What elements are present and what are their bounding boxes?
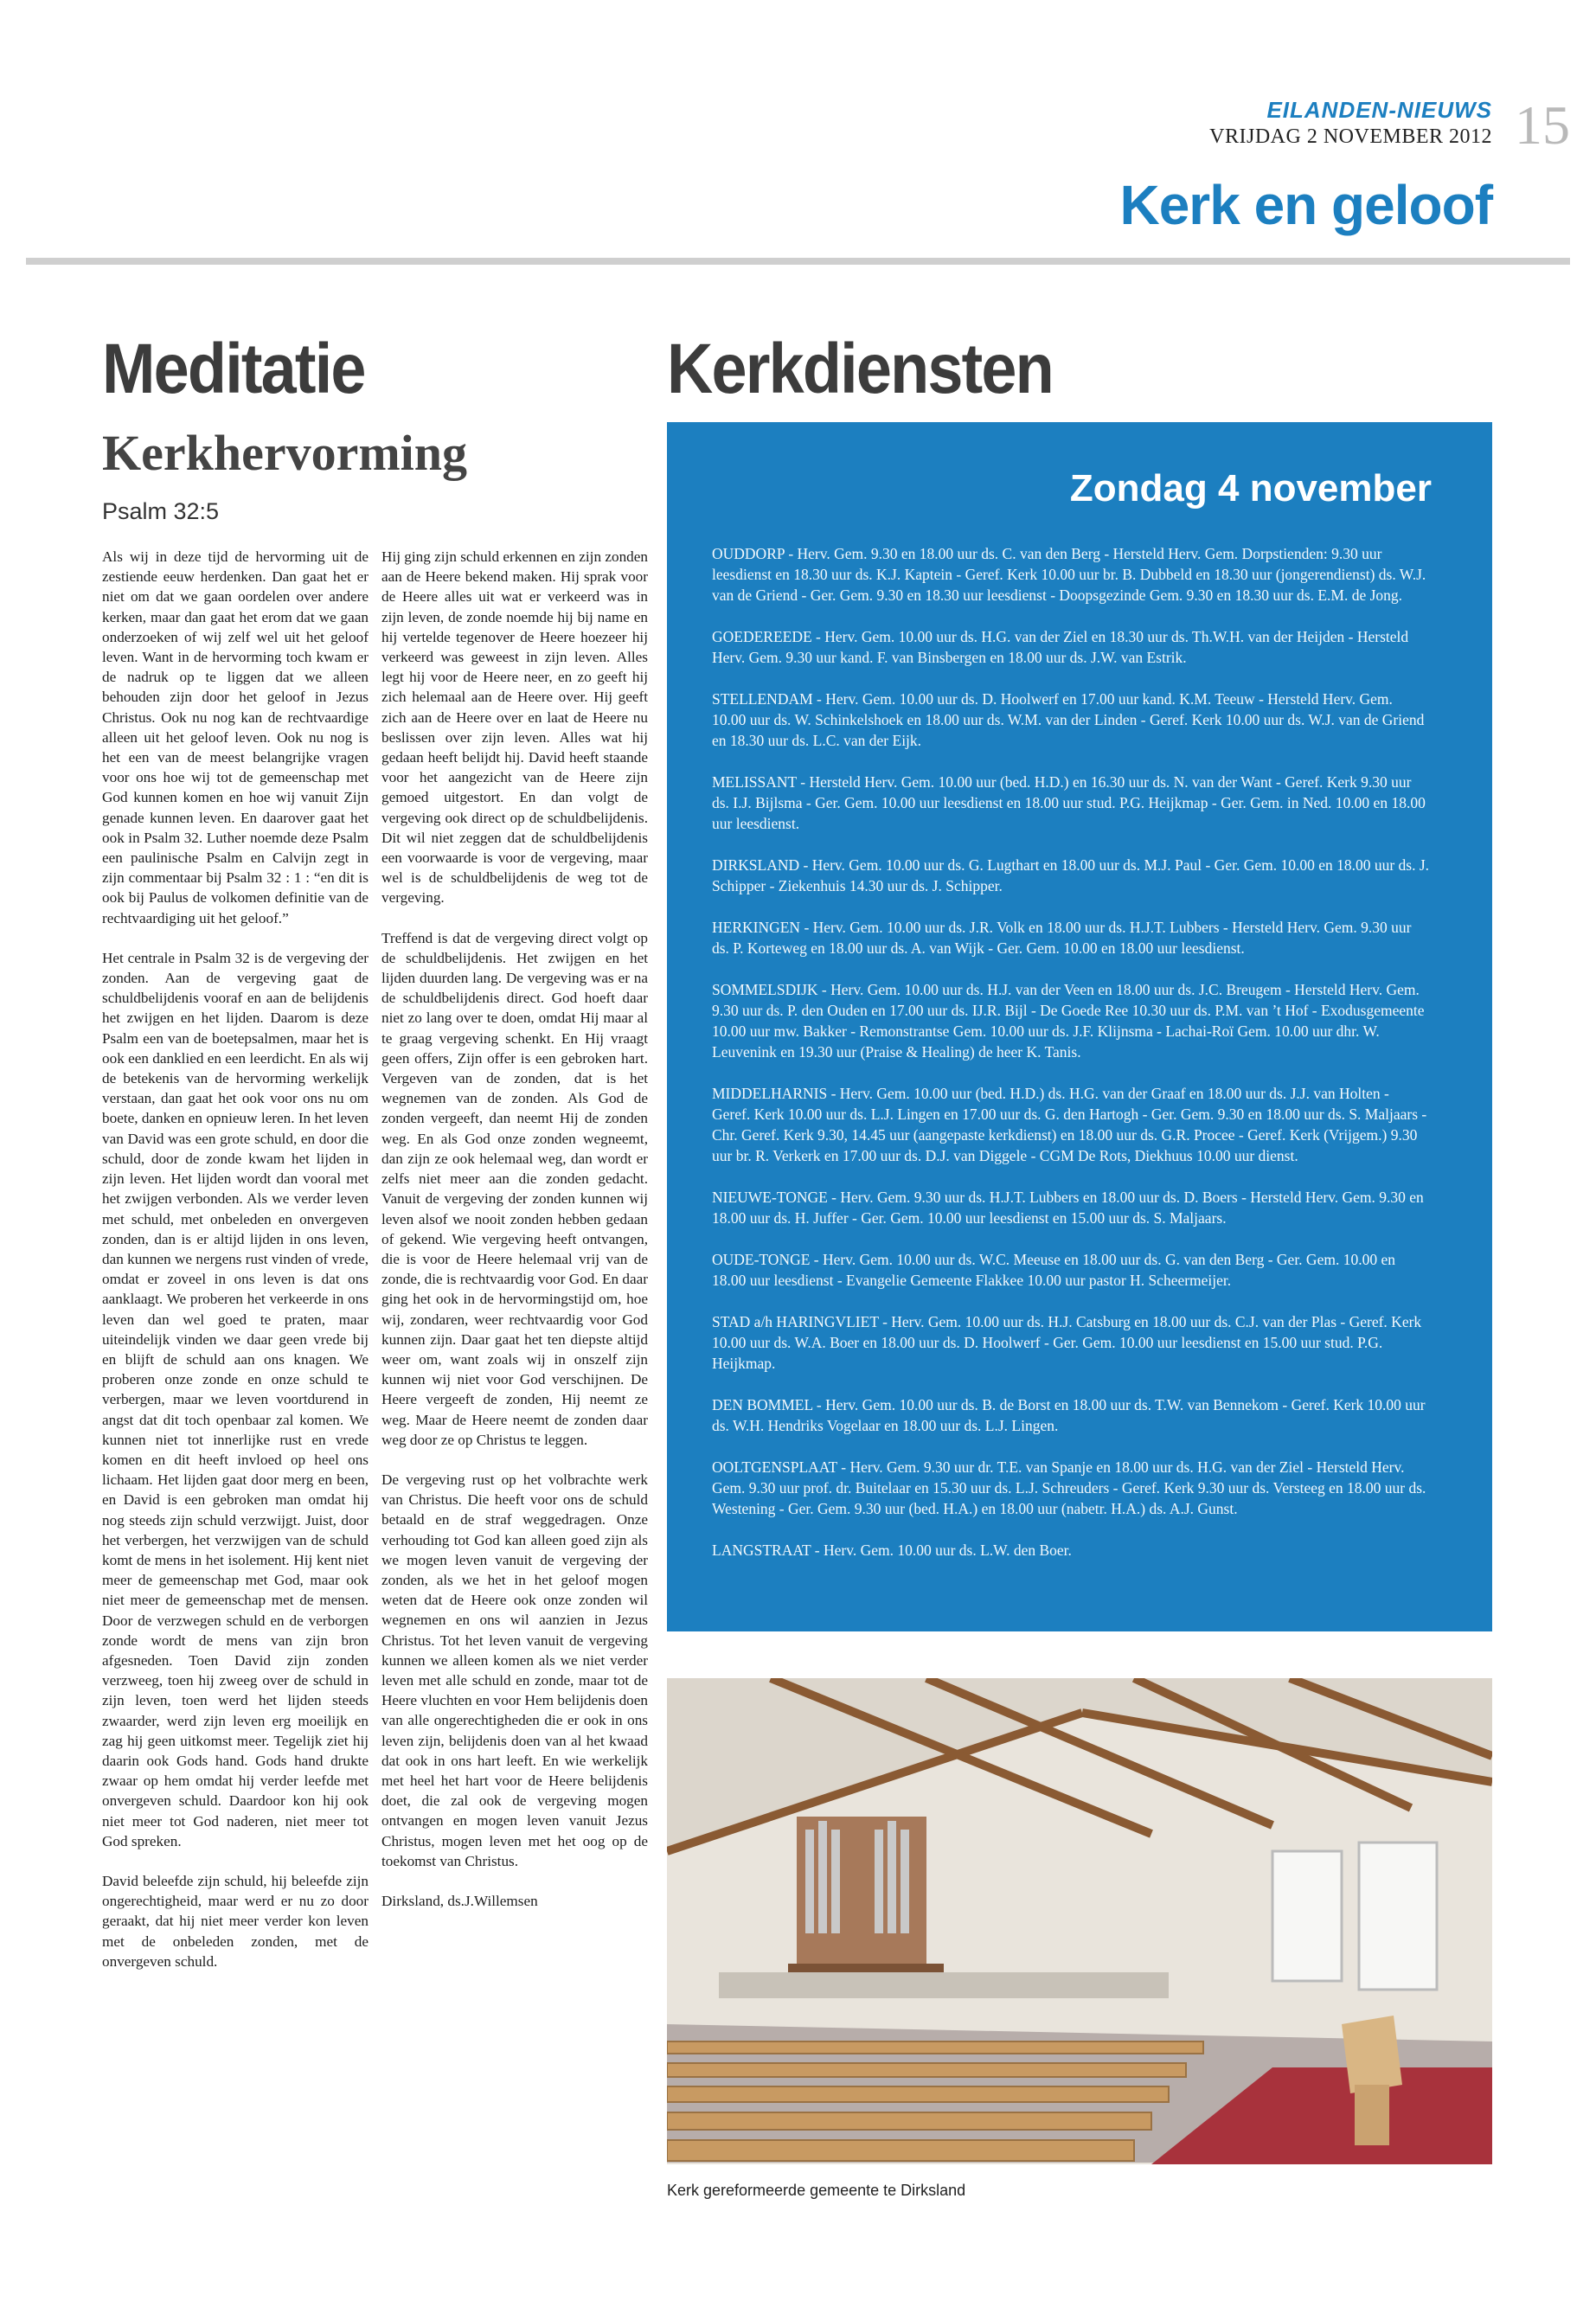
newspaper-brand: EILANDEN-NIEUWS [1266, 97, 1492, 123]
paragraph: Het centrale in Psalm 32 is de vergeving der zonden. Aan de vergeving gaat de schuldbelijdenis vooraf en aan de belijdenis het zwijgen en het lijden. Daarom is deze Psalm een van de boetepsalmen, maar het is ook een danklied en een leerdicht. En als wij de betekenis van de hervorming werkelijk verstaan, dan gaat het ook voor ons nu om boete, danken en opnieuw leren. In het leven van David was een grote schuld, en door die schuld, door de zonde kwam het lijden in zijn leven. Het lijden wordt dan vooral met het zwijgen verbonden. Als we verder leven met schuld, met onbeleden en onvergeven zonden, dan is er altijd lijden in ons leven, dan kunnen we nergens rust vinden of vrede, omdat er zoveel in ons leven is dat ons aanklaagt. We proberen het verkeerde in ons leven dan wel goed te praten, maar uiteindelijk vinden we daar geen vrede bij en blijft de schuld aan ons knagen. We proberen onze zonde en onze schuld te verbergen, maar we leven voortdurend in angst dat dit toch openbaar zal komen. We kunnen niet tot innerlijke rust en vrede komen en dit heeft invloed op heel ons lichaam. Het lijden gaat door merg en been, en David is een gebroken man omdat hij nog steeds zijn schuld verzwijgt. Juist, door het verbergen, het verzwijgen van de schuld komt de mens in het isolement. Hij kent niet meer de gemeenschap met God, maar ook niet meer de gemeenschap met de mensen. Door de verzwegen schuld en de verborgen zonde wordt de mens van zijn bron afgesneden. Toen David zijn zonden verzweeg, toen hij zweeg over de schuld in zijn leven, toen werd het lijden steeds zwaarder, werd zijn leven erg moeilijk en zag hij geen uitkomst meer. Tegelijk ziet hij daarin ook Gods hand. Gods hand drukte zwaar op hem omdat hij verder leefde met onvergeven schuld. Daardoor kon hij ook niet meer tot God naderen, niet meer tot God spreken. [102, 949, 369, 1849]
balcony [719, 1972, 1169, 1998]
header-rule [26, 258, 1570, 265]
service-item: GOEDEREEDE - Herv. Gem. 10.00 uur ds. H.G. van der Ziel en 18.30 uur ds. Th.W.H. van der Heijden - Hersteld Herv. Gem. 9.30 uur kand. F. van Binsbergen en 18.00 uur ds. J.W. van Estrik. [712, 628, 1409, 666]
meditation-column-2 [381, 547, 648, 1931]
page-number: 15 [1515, 94, 1570, 156]
masthead [1209, 97, 1492, 149]
services-heading: Kerkdiensten [667, 330, 1053, 408]
meditation-heading: Meditatie [102, 330, 365, 408]
organ [788, 1817, 944, 1981]
service-list [712, 543, 1430, 1581]
paragraph: De vergeving rust op het volbrachte werk van Christus. Die heeft voor ons de schuld betaald en de straf weggedragen. Onze verhouding tot God kan alleen goed zijn als we mogen leven vanuit de vergeving der zonden, als we het in het geloof mogen weten dat de Heere ook onze zonden wil wegnemen en ons wil aanzien in Jezus Christus. Tot het leven vanuit de vergeving kunnen we alleen komen als we niet verder leven met alle schuld en zonde, maar tot de Heere vluchten en voor Hem belijdenis doen van alle ongerechtigheden die er ook in ons leven zijn, belijdenis doen van al het kwaad dat ook in ons hart leeft. En wie werkelijk met heel het hart voor de Heere belijdenis doet, die zal ook de vergeving mogen ontvangen en mogen leven vanuit Jezus Christus, mogen leven met het oog op de toekomst van Christus. [381, 1471, 648, 1869]
paragraph: Treffend is dat de vergeving direct volgt op de schuldbelijdenis. Het zwijgen en het lijden duurden lang. De vergeving was er na de schuldbelijdenis direct. God hoeft daar niet zo lang over te doen, omdat Hij maar al te graag vergeving schenkt. En Hij vraagt geen offers, Zijn offer is een gebroken hart. Vergeven van de zonden, dat is het wegnemen van de zonden. Als God de zonden vergeeft, dan neemt Hij de zonden weg. En als God onze zonden wegneemt, dan zijn ze ook helemaal weg, dan wordt er zelfs niet meer aan die zonden gedacht. Vanuit de vergeving der zonden kunnen wij leven alsof we nooit zonden hebben gedaan of gekend. Wie vergeving heeft ontvangen, die is voor de Heere helemaal vrij van de zonde, die is rechtvaardig voor God. En daar ging het ook in de hervormingstijd om, hoe wij, zondaren, weer rechtvaardig voor God kunnen zijn. Daar gaat het ten diepste altijd weer om, want zoals wij in onszelf zijn kunnen wij niet voor God verschijnen. De Heere vergeeft de zonden, Hij neemt ze weg. Maar de Heere neemt de zonden daar weg door ze op Christus te leggen. [381, 929, 648, 1448]
services-date-heading: Zondag 4 november [1069, 467, 1432, 510]
service-item: DEN BOMMEL - Herv. Gem. 10.00 uur ds. B. de Borst en 18.00 uur ds. T.W. van Bennekom - Geref. Kerk 10.00 uur ds. W.H. Hendriks Vogelaar en 18.00 uur ds. L.J. Lingen. [712, 1396, 1426, 1434]
issue-date: VRIJDAG 2 NOVEMBER 2012 [1209, 125, 1492, 148]
service-item: SOMMELSDIJK - Herv. Gem. 10.00 uur ds. H.J. van der Veen en 18.00 uur ds. J.C. Breugem - Hersteld Herv. Gem. 9.30 uur ds. P. den Ouden en 17.00 uur ds. IJ.R. Bijl - De Goede Ree 10.30 uur ds. P.M. van ’t Hof - Exodusgemeente 10.00 uur mw. Bakker - Remonstrantse Gem. 10.00 uur ds. J.F. Klijnsma - Lachai-Roï Gem. 10.00 uur dhr. W. Leuvenink en 19.30 uur (Praise & Healing) de heer K. Tanis. [712, 981, 1425, 1061]
photo-caption: Kerk gereformeerde gemeente te Dirksland [667, 2182, 966, 2199]
service-item: STELLENDAM - Herv. Gem. 10.00 uur ds. D. Hoolwerf en 17.00 uur kand. K.M. Teeuw - Hersteld Herv. Gem. 10.00 uur ds. W. Schinkelshoek en 18.00 uur ds. W.M. van der Linden - Geref. Kerk 10.00 uur ds. W.J. van de Griend en 18.30 uur ds. L.C. van der Eijk. [712, 690, 1425, 749]
service-item: MELISSANT - Hersteld Herv. Gem. 10.00 uur (bed. H.D.) en 16.30 uur ds. N. van der Want - Geref. Kerk 9.30 uur ds. I.J. Bijlsma - Ger. Gem. 10.00 uur leesdienst en 18.00 uur stud. P.G. Heijkmap - Ger. Gem. in Ned. 10.00 en 18.00 uur leesdienst. [712, 773, 1426, 832]
service-item: OOLTGENSPLAAT - Herv. Gem. 9.30 uur dr. T.E. van Spanje en 18.00 uur ds. H.G. van der Ziel - Hersteld Herv. Gem. 9.30 uur prof. dr. Buitelaar en 15.30 uur ds. L.J. Schreuders - Geref. Kerk 9.30 uur ds. Versteeg en 18.00 uur ds. Westening - Ger. Gem. 9.30 uur (bed. H.A.) en 18.00 uur (nabetr. H.A.) ds. A.J. Gunst. [712, 1458, 1426, 1517]
meditation-column-1 [102, 547, 369, 1991]
church-interior-photo [667, 1678, 1492, 2164]
section-title: Kerk en geloof [1119, 174, 1492, 236]
paragraph: Als wij in deze tijd de hervorming uit de zestiende eeuw herdenken. Dan gaat het er niet om dat we gaan oordelen over andere kerken, maar dan gaat het erom dat we gaan onderzoeken of wij zelf wel uit het geloof leven. Want in de hervorming toch kwam er de nadruk op te liggen dat we alleen behouden zijn door het geloof in Jezus Christus. Ook nu nog kan de rechtvaardige alleen uit het geloof leven. Ook nu nog is het een van de meest belangrijke vragen voor ons hoe wij tot de gemeenschap met God kunnen komen en hoe wij vanuit Zijn genade kunnen leven. En daarover gaat het ook in Psalm 32. Luther noemde deze Psalm een paulinische Psalm en Calvijn zegt in zijn commentaar bij Psalm 32 : 1 : “en dit is ook bij Paulus de volkomen definitie van de rechtvaardiging uit het geloof.” [102, 548, 369, 926]
meditation-title: Kerkhervorming [102, 425, 468, 481]
service-item: MIDDELHARNIS - Herv. Gem. 10.00 uur (bed. H.D.) ds. H.G. van der Graaf en 18.00 uur ds. J.J. van Holten - Geref. Kerk 10.00 uur ds. L.J. Lingen en 17.00 uur ds. G. den Hartogh - Ger. Gem. 9.30 en 18.00 uur ds. S. Maljaars - Chr. Geref. Kerk 9.30, 14.45 uur (aangepaste kerkdienst) en 18.00 uur ds. G.R. Procee - Geref. Kerk (Vrijgem.) 9.30 uur br. R. Verkerk en 17.00 uur ds. D.J. van Diggele - CGM De Rots, Diekhuus 10.00 uur dienst. [712, 1085, 1427, 1164]
service-item: NIEUWE-TONGE - Herv. Gem. 9.30 uur ds. H.J.T. Lubbers en 18.00 uur ds. D. Boers - Hersteld Herv. Gem. 9.30 en 18.00 uur ds. H. Juffer - Ger. Gem. 10.00 uur leesdienst en 15.00 uur ds. S. Maljaars. [712, 1189, 1424, 1227]
church-interior-illustration [667, 1678, 1492, 2164]
service-item: OUDE-TONGE - Herv. Gem. 10.00 uur ds. W.C. Meeuse en 18.00 uur ds. G. van den Berg - Ger. Gem. 10.00 en 18.00 uur leesdienst - Evangelie Gemeente Flakkee 10.00 uur pastor H. Scheermeijer. [712, 1251, 1395, 1289]
paragraph: Hij ging zijn schuld erkennen en zijn zonden aan de Heere bekend maken. Hij sprak voor de Heere alles uit wat er verkeerd was in zijn leven, de zonde noemde hij bij name en hij vertelde tegenover de Heere hoezeer hij verkeerd was geweest in zijn leven. Alles legt hij voor de Heere neer, en zo geeft hij zich helemaal aan de Heere over. Hij geeft zich aan de Heere over en laat de Heere nu beslissen over zijn leven. Alles wat hij gedaan heeft belijdt hij. David heeft staande voor het aangezicht van de Heere zijn gemoed uitgestort. En dan volgt de vergeving ook direct op de schuldbelijdenis. Dit wil niet zeggen dat de schuldbelijdenis een voorwaarde is voor de vergeving, maar wel is de schuldbelijdenis de weg tot de vergeving. [381, 548, 648, 907]
service-item: STAD a/h HARINGVLIET - Herv. Gem. 10.00 uur ds. H.J. Catsburg en 18.00 uur ds. C.J. van der Plas - Geref. Kerk 10.00 uur ds. W.A. Boer en 18.00 uur ds. D. Hoolwerf - Ger. Gem. 10.00 uur leesdienst en 15.00 uur stud. P.G. Heijkmap. [712, 1313, 1422, 1372]
service-item: HERKINGEN - Herv. Gem. 10.00 uur ds. J.R. Volk en 18.00 uur ds. H.J.T. Lubbers - Hersteld Herv. Gem. 9.30 uur ds. P. Korteweg en 18.00 uur ds. A. van Wijk - Ger. Gem. 10.00 en 18.00 uur leesdienst. [712, 919, 1412, 957]
services-box [667, 422, 1492, 1631]
paragraph: David beleefde zijn schuld, hij beleefde zijn ongerechtigheid, maar werd er nu zo door geraakt, dat hij niet meer verder kon leven met de onbeleden zonden, met de onvergeven schuld. [102, 1873, 369, 1970]
service-item: OUDDORP - Herv. Gem. 9.30 en 18.00 uur ds. C. van den Berg - Hersteld Herv. Gem. Dorpstienden: 9.30 uur leesdienst en 18.30 uur ds. K.J. Kaptein - Geref. Kerk 10.00 uur br. B. Dubbeld en 18.30 uur (jongerendienst) ds. W.J. van de Griend - Ger. Gem. 9.30 en 18.30 uur leesdienst - Doopsgezinde Gem. 9.30 en 18.30 uur ds. E.M. de Jong. [712, 545, 1426, 604]
author-signature: Dirksland, ds.J.Willemsen [381, 1893, 538, 1909]
service-item: LANGSTRAAT - Herv. Gem. 10.00 uur ds. L.W. den Boer. [712, 1541, 1072, 1559]
meditation-reference: Psalm 32:5 [102, 498, 220, 524]
service-item: DIRKSLAND - Herv. Gem. 10.00 uur ds. G. Lugthart en 18.00 uur ds. M.J. Paul - Ger. Gem. 10.00 en 18.00 uur ds. J. Schipper - Ziekenhuis 14.30 uur ds. J. Schipper. [712, 856, 1430, 894]
